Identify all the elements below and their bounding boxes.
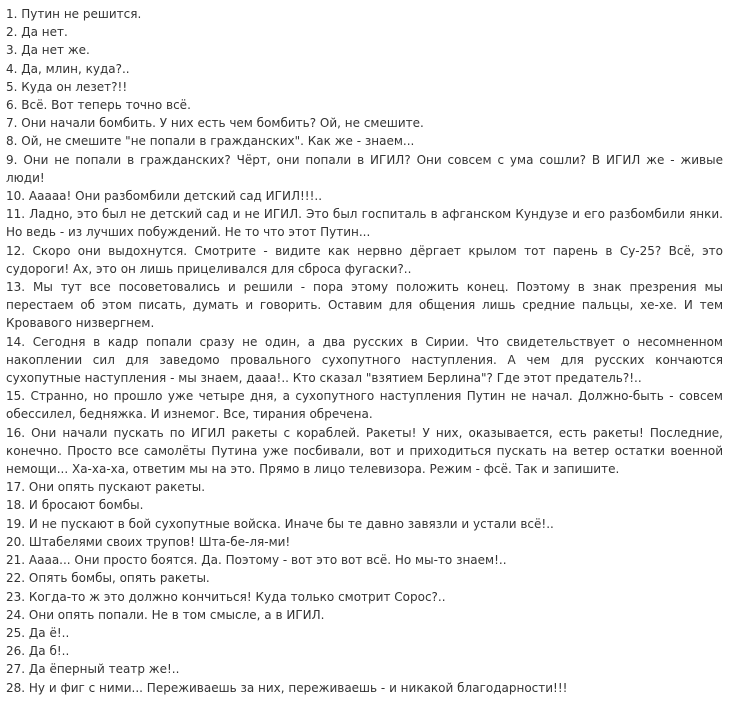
list-item: 11. Ладно, это был не детский сад и не ИГИЛ. Это был госпиталь в афганском Кундузе и его разбомбили янки. Но ведь - из лучших побуждений. Не то что этот Путин... (6, 207, 723, 240)
list-item: 17. Они опять пускают ракеты. (6, 480, 206, 495)
list-item: 15. Странно, но прошло уже четыре дня, а сухопутного наступления Путин не начал. Должно-быть - совсем обессилел, бедняжка. И изнемог. Все, тирания обречена. (6, 389, 723, 422)
list-item: 8. Ой, не смешите "не попали в гражданских". Как же - знаем... (6, 134, 415, 149)
list-item: 22. Опять бомбы, опять ракеты. (6, 571, 210, 586)
list-item: 13. Мы тут все посоветовались и решили - пора этому положить конец. Поэтому в знак презрения мы перестаем об этом писать, думать и говорить. Оставим для общения лишь средние пальцы, хе-хе. И тем Кровавого низвергнем. (6, 280, 723, 331)
list-item: 5. Куда он лезет?!! (6, 79, 128, 94)
list-item: 14. Сегодня в кадр попали сразу не один, а два русских в Сирии. Что свидетельствует о несомненном накоплении сил для заведомо провального сухопутного наступления. А чем для русских кончаются сухопутные наступления - мы знаем, дааа!.. Кто сказал "взятием Берлина"? Где этот предатель?!.. (6, 334, 723, 386)
list-item: 26. Да б!.. (6, 644, 70, 659)
list-item: 7. Они начали бомбить. У них есть чем бомбить? Ой, не смешите. (6, 116, 424, 131)
list-item: 10. Ааааа! Они разбомбили детский сад ИГИЛ!!!.. (6, 189, 323, 204)
list-item: 3. Да нет же. (6, 43, 90, 58)
list-item: 16. Они начали пускать по ИГИЛ ракеты с кораблей. Ракеты! У них, оказывается, есть ракеты! Последние, конечно. Просто все самолёты Путина уже посбивали, вот и приходиться пускать на ветер остатки военной немощи... Ха-ха-ха, ответим мы на это. Прямо в лицо телевизора. Режим - фсё. Так и запишите. (6, 425, 723, 477)
list-item: 24. Они опять попали. Не в том смысле, а в ИГИЛ. (6, 607, 325, 622)
list-item: 19. И не пускают в бой сухопутные войска. Иначе бы те давно завязли и устали всё!.. (6, 516, 554, 531)
list-item: 27. Да ёперный театр же!.. (6, 662, 180, 677)
list-item: 12. Скоро они выдохнутся. Смотрите - видите как нервно дёргает крылом тот парень в Су-25? Всё, это судороги! Ах, это он лишь прицеливался для сброса фугаски?.. (6, 243, 723, 276)
list-item: 18. И бросают бомбы. (6, 498, 144, 513)
list-item: 6. Всё. Вот теперь точно всё. (6, 98, 191, 113)
list-item: 28. Ну и фиг с ними... Переживаешь за них, переживаешь - и никакой благодарности!!! (6, 680, 568, 695)
list-item: 4. Да, млин, куда?.. (6, 61, 130, 76)
list-item: 2. Да нет. (6, 25, 68, 40)
list-item: 1. Путин не решится. (6, 7, 142, 21)
list-item: 9. Они не попали в гражданских? Чёрт, они попали в ИГИЛ? Они совсем с ума сошли? В ИГИЛ же - живые люди! (6, 152, 723, 185)
text-list (6, 5, 723, 697)
list-item: 21. Аааа... Они просто боятся. Да. Поэтому - вот это вот всё. Но мы-то знаем!.. (6, 553, 507, 568)
list-item: 25. Да ё!.. (6, 625, 70, 640)
list-item: 20. Штабелями своих трупов! Шта-бе-ля-ми! (6, 534, 291, 549)
list-item: 23. Когда-то ж это должно кончиться! Куда только смотрит Сорос?.. (6, 589, 446, 604)
